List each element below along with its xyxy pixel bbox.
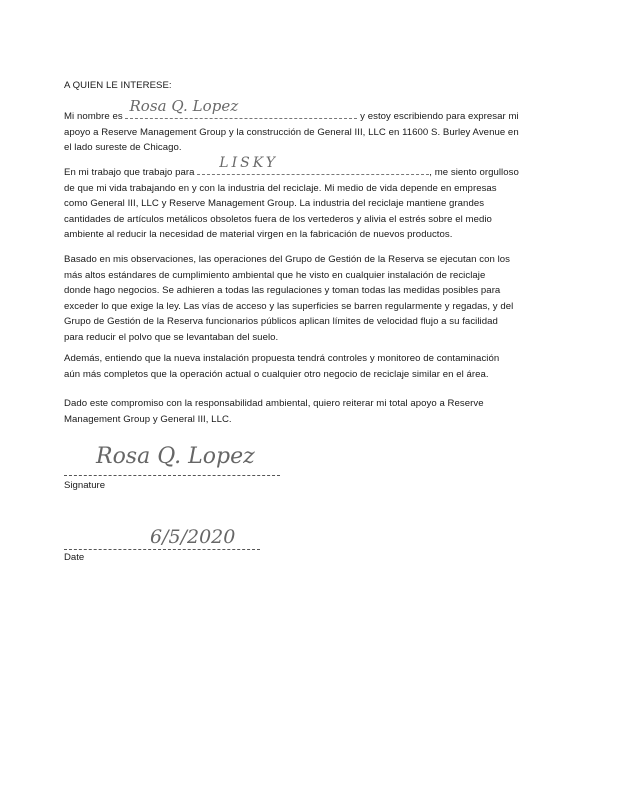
obs-line-6: para reducir el polvo que se levantaban del suelo. [64,331,279,343]
salutation: A QUIEN LE INTERESE: [64,80,172,91]
signature-line [64,475,280,476]
monitoring-line-2: aún más completos que la operación actual o cualquier otro negocio de reciclaje similar en el área. [64,368,489,380]
intro-line-3: el lado sureste de Chicago. [64,142,182,153]
obs-line-3: donde hago negocios. Se adhieren a todas las regulaciones y toman todas las medidas posibles para [64,285,501,296]
work-line-4: cantidades de artículos metálicos obsoletos fuera de los vertederos y alivia el estrés sobre el medio [64,213,492,225]
paragraph-observations [64,252,544,345]
obs-line-4: exceder lo que exige la ley. Las vías de acceso y las superficies se barren regularmente y regadas, y del [64,300,514,312]
intro-prefix: Mi nombre es [64,111,123,122]
paragraph-support [64,396,544,427]
intro-line-1 [64,97,544,125]
obs-line-1: Basado en mis observaciones, las operaciones del Grupo de Gestión de la Reserva se ejecutan con los [64,254,510,265]
date-line [64,549,260,550]
intro-suffix: y estoy escribiendo para expresar mi [360,111,519,122]
date-field [64,524,264,550]
work-line-2: de que mi vida trabajando en y con la industria del reciclaje. Mi medio de vida depende en empresas [64,182,497,194]
handwritten-employer: LISKY [219,155,279,171]
paragraph-intro [64,97,544,156]
signature-label: Signature [64,480,106,491]
signature-field [64,446,284,476]
work-line-1 [64,155,544,181]
obs-line-2: más altos estándares de cumplimiento ambiental que he visto en cualquier instalación de reciclaje [64,269,486,281]
support-line-2: Management Group y General III, LLC. [64,413,232,425]
paragraph-monitoring [64,351,544,382]
work-prefix: En mi trabajo que trabajo para [64,167,195,178]
name-fill-line [125,97,357,119]
handwritten-name: Rosa Q. Lopez [129,97,239,115]
obs-line-5: Grupo de Gestión de la Reserva funcionarios públicos aplican límites de velocidad flujo a su facilidad [64,316,498,327]
work-line-5: ambiente al reducir la necesidad de material virgen en la fabricación de nuevos productos. [64,229,453,240]
work-line-3: como General III, LLC y Reserve Management Group. La industria del reciclaje mantiene grandes [64,198,485,209]
support-line-1: Dado este compromiso con la responsabilidad ambiental, quiero reiterar mi total apoyo a Reserve [64,398,484,409]
monitoring-line-1: Además, entiendo que la nueva instalación propuesta tendrá controles y monitoreo de contaminación [64,353,500,364]
work-suffix: , me siento orgulloso [429,167,519,178]
paragraph-work [64,155,544,243]
intro-line-2: apoyo a Reserve Management Group y la construcción de General III, LLC en 11600 S. Burley Avenue en [64,126,519,138]
handwritten-signature: Rosa Q. Lopez [96,444,255,469]
employer-fill-line [197,155,429,175]
handwritten-date: 6/5/2020 [150,526,236,548]
date-label: Date [64,552,85,563]
salutation-block [64,78,544,94]
